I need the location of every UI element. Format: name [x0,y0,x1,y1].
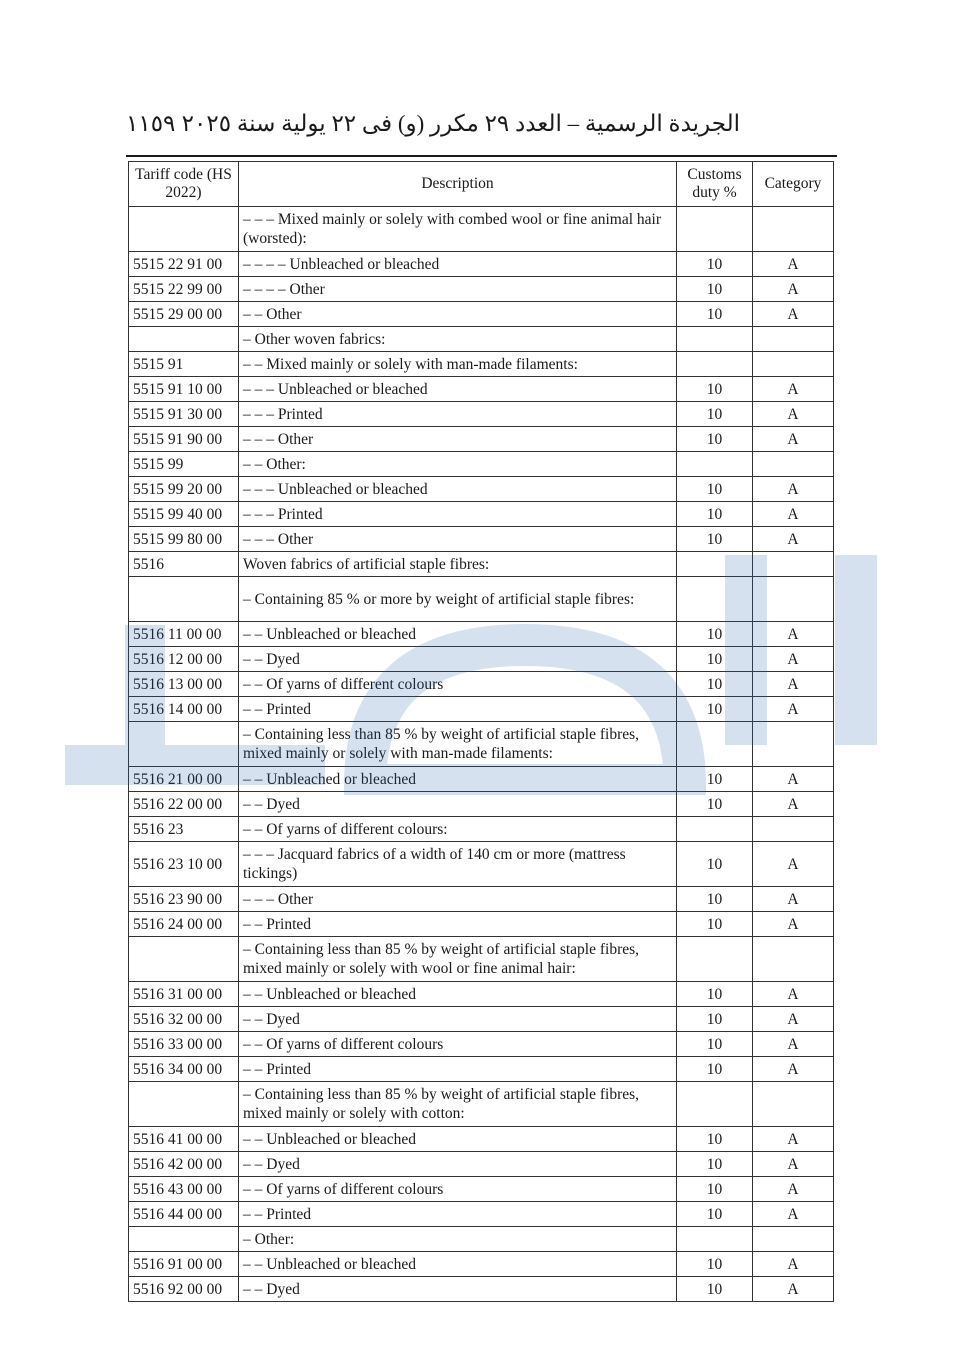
cell-category: A [753,1152,834,1177]
cell-tariff-code: 5516 13 00 00 [129,672,239,697]
table-row [129,302,834,327]
cell-tariff-code: 5516 21 00 00 [129,767,239,792]
cell-tariff-code: 5516 23 [129,817,239,842]
cell-duty [677,937,753,982]
cell-duty: 10 [677,792,753,817]
cell-duty: 10 [677,982,753,1007]
cell-tariff-code: 5516 41 00 00 [129,1127,239,1152]
table-row [129,377,834,402]
cell-description: – – Unbleached or bleached [239,1127,677,1152]
cell-description: – – – Other [239,887,677,912]
cell-tariff-code [129,937,239,982]
cell-duty: 10 [677,672,753,697]
cell-description: – – Printed [239,1057,677,1082]
gazette-title: الجريدة الرسمية – العدد ٢٩ مكرر (و) فى ٢٢ يولية سنة ٢٠٢٥ [181,111,740,136]
cell-duty [677,722,753,767]
cell-category: A [753,1007,834,1032]
cell-duty: 10 [677,427,753,452]
cell-description: – – Unbleached or bleached [239,1252,677,1277]
cell-category: A [753,427,834,452]
cell-category: A [753,842,834,887]
cell-category [753,552,834,577]
cell-tariff-code: 5516 24 00 00 [129,912,239,937]
cell-duty: 10 [677,1057,753,1082]
cell-tariff-code: 5516 14 00 00 [129,697,239,722]
cell-category: A [753,277,834,302]
table-header-row [129,162,834,207]
table-row [129,912,834,937]
table-row [129,887,834,912]
cell-description: – – Printed [239,912,677,937]
cell-description: – – – Other [239,427,677,452]
tariff-table [128,161,834,1302]
cell-duty: 10 [677,1252,753,1277]
cell-description: – – Printed [239,1202,677,1227]
cell-duty: 10 [677,1277,753,1302]
table-body [129,207,834,1302]
table-row [129,1152,834,1177]
table-row [129,552,834,577]
table-row [129,937,834,982]
cell-category: A [753,502,834,527]
table-row [129,207,834,252]
cell-description: – Other: [239,1227,677,1252]
cell-category: A [753,982,834,1007]
cell-tariff-code: 5516 43 00 00 [129,1177,239,1202]
table-row [129,1177,834,1202]
cell-category [753,937,834,982]
cell-tariff-code: 5515 22 91 00 [129,252,239,277]
cell-category: A [753,1252,834,1277]
cell-tariff-code [129,1227,239,1252]
table-row [129,327,834,352]
cell-category: A [753,672,834,697]
cell-duty: 10 [677,1007,753,1032]
cell-description: – Other woven fabrics: [239,327,677,352]
cell-category: A [753,767,834,792]
cell-duty: 10 [677,1032,753,1057]
cell-description: – – Unbleached or bleached [239,982,677,1007]
header-rule [126,155,837,157]
cell-description: – – – Printed [239,502,677,527]
cell-description: – – Of yarns of different colours [239,672,677,697]
cell-duty: 10 [677,252,753,277]
table-row [129,402,834,427]
cell-description: – Containing 85 % or more by weight of artificial staple fibres: [239,577,677,622]
cell-duty: 10 [677,697,753,722]
cell-category: A [753,377,834,402]
cell-tariff-code: 5515 91 10 00 [129,377,239,402]
cell-description: – – Other: [239,452,677,477]
cell-category: A [753,697,834,722]
table-row [129,817,834,842]
cell-tariff-code: 5516 23 10 00 [129,842,239,887]
table-row [129,842,834,887]
cell-category: A [753,1177,834,1202]
cell-category [753,352,834,377]
cell-tariff-code: 5515 22 99 00 [129,277,239,302]
cell-category: A [753,527,834,552]
cell-description: – – Of yarns of different colours [239,1032,677,1057]
cell-description: Woven fabrics of artificial staple fibres: [239,552,677,577]
cell-category: A [753,252,834,277]
cell-duty [677,1227,753,1252]
col-header-duty: Customs duty % [677,162,753,207]
table-row [129,1082,834,1127]
cell-description: – Containing less than 85 % by weight of artificial staple fibres, mixed mainly or solely with man-made filaments: [239,722,677,767]
cell-tariff-code: 5516 44 00 00 [129,1202,239,1227]
table-row [129,722,834,767]
col-header-code: Tariff code (HS 2022) [129,162,239,207]
cell-duty: 10 [677,1177,753,1202]
cell-category: A [753,912,834,937]
cell-tariff-code: 5516 91 00 00 [129,1252,239,1277]
cell-duty: 10 [677,842,753,887]
cell-tariff-code [129,577,239,622]
cell-duty: 10 [677,527,753,552]
table-row [129,622,834,647]
page-header [126,104,740,144]
cell-duty: 10 [677,647,753,672]
cell-tariff-code: 5515 99 [129,452,239,477]
cell-tariff-code: 5516 11 00 00 [129,622,239,647]
table-row [129,647,834,672]
cell-duty: 10 [677,1152,753,1177]
cell-tariff-code [129,1082,239,1127]
cell-category [753,577,834,622]
cell-description: – – Other [239,302,677,327]
cell-duty: 10 [677,912,753,937]
table-row [129,352,834,377]
cell-tariff-code: 5516 32 00 00 [129,1007,239,1032]
cell-tariff-code: 5515 99 40 00 [129,502,239,527]
cell-category [753,1082,834,1127]
cell-tariff-code: 5516 33 00 00 [129,1032,239,1057]
cell-category: A [753,1032,834,1057]
table-row [129,1127,834,1152]
table-row [129,1032,834,1057]
cell-tariff-code: 5516 23 90 00 [129,887,239,912]
cell-category: A [753,1057,834,1082]
table-row [129,1252,834,1277]
cell-description: – – Dyed [239,1007,677,1032]
cell-duty: 10 [677,377,753,402]
col-header-description: Description [239,162,677,207]
cell-category: A [753,647,834,672]
cell-category: A [753,1202,834,1227]
cell-category: A [753,622,834,647]
cell-tariff-code: 5515 99 20 00 [129,477,239,502]
cell-description: – – Dyed [239,647,677,672]
table-row [129,1202,834,1227]
cell-category: A [753,477,834,502]
cell-category [753,207,834,252]
table-row [129,767,834,792]
cell-category: A [753,1127,834,1152]
cell-tariff-code: 5515 91 90 00 [129,427,239,452]
cell-tariff-code [129,207,239,252]
col-header-category: Category [753,162,834,207]
cell-tariff-code: 5515 91 30 00 [129,402,239,427]
table-row [129,427,834,452]
cell-category [753,452,834,477]
cell-category [753,722,834,767]
cell-description: – – – Unbleached or bleached [239,477,677,502]
table-row [129,527,834,552]
cell-tariff-code: 5515 29 00 00 [129,302,239,327]
table-row [129,792,834,817]
cell-description: – – Unbleached or bleached [239,622,677,647]
cell-description: – – – Mixed mainly or solely with combed wool or fine animal hair (worsted): [239,207,677,252]
cell-duty: 10 [677,477,753,502]
table-row [129,277,834,302]
cell-duty: 10 [677,1127,753,1152]
cell-duty: 10 [677,767,753,792]
cell-tariff-code: 5516 [129,552,239,577]
cell-tariff-code: 5516 42 00 00 [129,1152,239,1177]
cell-description: – – Dyed [239,1277,677,1302]
cell-category: A [753,792,834,817]
table-row [129,672,834,697]
cell-description: – – – – Unbleached or bleached [239,252,677,277]
cell-tariff-code [129,722,239,767]
cell-duty: 10 [677,622,753,647]
cell-tariff-code [129,327,239,352]
table-row [129,1277,834,1302]
cell-duty: 10 [677,887,753,912]
cell-description: – – Of yarns of different colours: [239,817,677,842]
cell-duty [677,577,753,622]
cell-description: – – – Unbleached or bleached [239,377,677,402]
page-number: ١١٥٩ [126,111,176,136]
cell-duty: 10 [677,402,753,427]
table-row [129,1227,834,1252]
cell-tariff-code: 5516 12 00 00 [129,647,239,672]
cell-description: – Containing less than 85 % by weight of artificial staple fibres, mixed mainly or solely with wool or fine animal hair: [239,937,677,982]
cell-description: – – – Other [239,527,677,552]
cell-duty [677,327,753,352]
cell-duty [677,1082,753,1127]
cell-description: – – – Jacquard fabrics of a width of 140 cm or more (mattress tickings) [239,842,677,887]
tariff-table-container [128,161,833,1302]
cell-category [753,817,834,842]
cell-description: – – – – Other [239,277,677,302]
cell-description: – – – Printed [239,402,677,427]
table-row [129,477,834,502]
cell-tariff-code: 5516 34 00 00 [129,1057,239,1082]
table-row [129,982,834,1007]
cell-tariff-code: 5515 99 80 00 [129,527,239,552]
cell-tariff-code: 5516 31 00 00 [129,982,239,1007]
table-row [129,577,834,622]
table-row [129,502,834,527]
cell-description: – Containing less than 85 % by weight of artificial staple fibres, mixed mainly or solely with cotton: [239,1082,677,1127]
table-row [129,1007,834,1032]
cell-category [753,1227,834,1252]
cell-duty: 10 [677,277,753,302]
cell-duty [677,207,753,252]
cell-category: A [753,887,834,912]
table-row [129,452,834,477]
table-row [129,252,834,277]
cell-duty: 10 [677,302,753,327]
cell-tariff-code: 5516 22 00 00 [129,792,239,817]
cell-description: – – Unbleached or bleached [239,767,677,792]
cell-category [753,327,834,352]
cell-duty [677,352,753,377]
cell-category: A [753,402,834,427]
cell-tariff-code: 5516 92 00 00 [129,1277,239,1302]
cell-tariff-code: 5515 91 [129,352,239,377]
cell-description: – – Dyed [239,1152,677,1177]
table-row [129,697,834,722]
cell-duty [677,817,753,842]
cell-duty: 10 [677,1202,753,1227]
cell-category: A [753,1277,834,1302]
cell-duty: 10 [677,502,753,527]
cell-duty [677,552,753,577]
cell-description: – – Dyed [239,792,677,817]
cell-description: – – Of yarns of different colours [239,1177,677,1202]
cell-category: A [753,302,834,327]
table-row [129,1057,834,1082]
cell-duty [677,452,753,477]
cell-description: – – Printed [239,697,677,722]
cell-description: – – Mixed mainly or solely with man-made filaments: [239,352,677,377]
